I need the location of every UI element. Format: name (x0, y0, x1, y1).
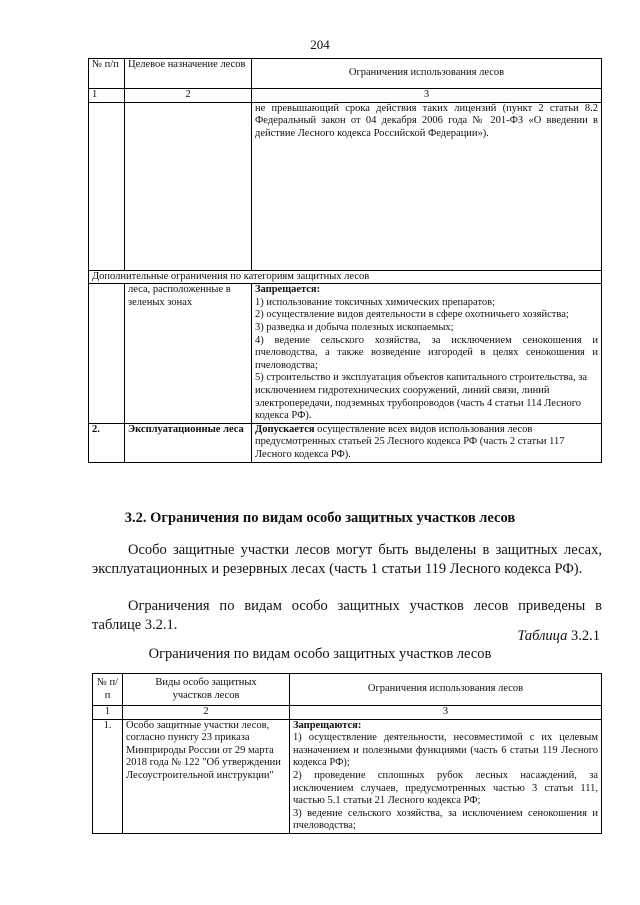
t2-row1-item-2: 2) проведение сплошных рубок лесных насаждений, за исключением случаев, предусмотренных частью 3 статьи 111, частью 5.1 статьи 21 Лесного кодекса РФ; (293, 769, 598, 807)
restrictions-table-continued (88, 58, 602, 463)
green-zone-item-2: 2) осуществление видов деятельности в сфере охотничьего хозяйства; (255, 309, 569, 321)
cont-num-cell (89, 102, 125, 270)
header-num: № п/п (89, 59, 125, 89)
table-label-number: 3.2.1 (567, 628, 600, 644)
oszu-restrictions-table (92, 673, 602, 834)
paragraph-1: Особо защитные участки лесов могут быть выделены в защитных лесах, эксплуатационных и резервных лесах (часть 1 статьи 119 Лесного кодекса РФ). (92, 542, 602, 577)
t2-col-number-3: 3 (290, 706, 602, 720)
header-purpose: Целевое назначение лесов (125, 59, 252, 89)
green-zone-num-cell (89, 284, 125, 424)
t2-row1-item-1: 1) осуществление деятельности, несовместимой с их целевым назначением и полезными функциями (часть 6 статьи 119 Лесного кодекса РФ); (293, 732, 598, 769)
t2-row1-lead: Запрещаются: (293, 719, 362, 731)
t2-header-restrictions: Ограничения использования лесов (290, 674, 602, 706)
green-zone-item-5: 5) строительство и эксплуатация объектов капитального строительства, за исключением гидротехнических сооружений, линий связи, линий электропередачи, подземных трубопроводов (часть 4 статьи 114 Лесного кодекса РФ). (255, 372, 588, 422)
t2-row1-restrictions (290, 719, 602, 833)
green-zone-lead: Запрещается: (255, 284, 321, 296)
exploitation-restrictions (252, 423, 602, 462)
col-number-2: 2 (125, 89, 252, 103)
table-title: Ограничения по видам особо защитных участков лесов (148, 646, 492, 662)
green-zone-name: леса, расположенные в зеленых зонах (125, 284, 252, 424)
col-number-3: 3 (252, 89, 602, 103)
exploitation-num: 2. (89, 423, 125, 462)
table-label (517, 628, 600, 645)
t2-row1-item-3: 3) ведение сельского хозяйства, за исключением сенокошения и пчеловодства; (293, 807, 598, 832)
green-zone-item-3: 3) разведка и добыча полезных ископаемых; (255, 321, 454, 333)
exploitation-lead: Допускается (255, 423, 315, 435)
header-restrictions: Ограничения использования лесов (252, 59, 602, 89)
section-heading: 3.2. Ограничения по видам особо защитных участков лесов (124, 510, 516, 526)
col-number-1: 1 (89, 89, 125, 103)
t2-header-kinds: Виды особо защитных участков лесов (123, 674, 290, 706)
t2-row1-kind: Особо защитные участки лесов, согласно пункту 23 приказа Минприроды России от 29 марта 2018 года № 122 "Об утверждении Лесоустроительной инструкции" (123, 719, 290, 833)
green-zone-item-4: 4) ведение сельского хозяйства, за исключением сенокошения и пчеловодства, а также возведение изгородей в целях сенокошения и пчеловодства; (255, 334, 598, 371)
exploitation-text: осуществление всех видов использования лесов предусмотренных статьей 25 Лесного кодекса РФ (часть 2 статьи 117 Лесного кодекса РФ). (255, 423, 565, 460)
t2-col-number-2: 2 (123, 706, 290, 720)
exploitation-name: Эксплуатационные леса (125, 423, 252, 462)
paragraph-2: Ограничения по видам особо защитных участков лесов приведены в таблице 3.2.1. (92, 598, 602, 633)
section-row-additional-restrictions: Дополнительные ограничения по категориям защитных лесов (89, 270, 602, 284)
page-number: 204 (310, 37, 330, 52)
cont-restriction-text: не превышающий срока действия таких лицензий (пункт 2 статьи 8.2 Федеральный закон от 04 декабря 2006 года № 201-ФЗ «О введении в действие Лесного кодекса Российской Федерации»). (252, 102, 602, 270)
cont-purpose-cell (125, 102, 252, 270)
t2-col-number-1: 1 (93, 706, 123, 720)
table-label-word: Таблица (517, 628, 568, 644)
t2-header-num: № п/п (93, 674, 123, 706)
green-zone-restrictions (252, 284, 602, 424)
green-zone-item-1: 1) использование токсичных химических препаратов; (255, 296, 496, 308)
t2-row1-num: 1. (93, 719, 123, 833)
